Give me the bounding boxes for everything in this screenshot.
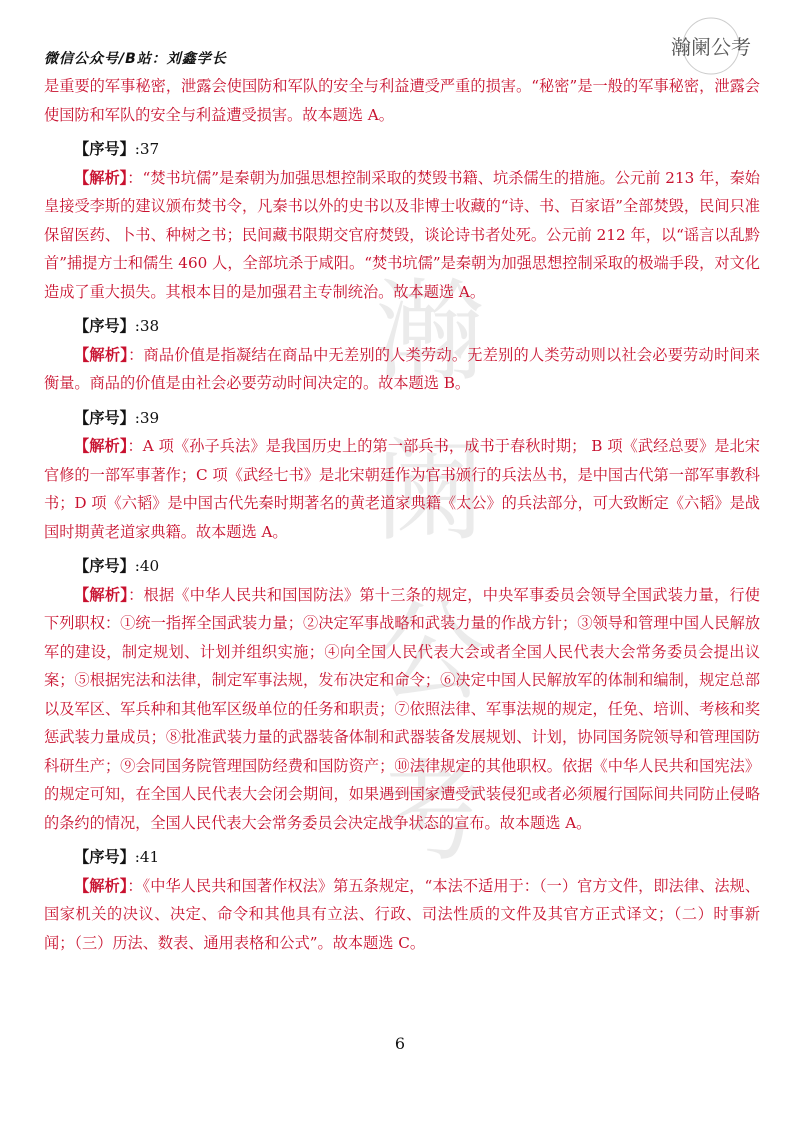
- analysis-paragraph: [44, 164, 760, 307]
- sequence-line: [74, 312, 760, 341]
- analysis-label: 【解析】: [74, 876, 128, 895]
- answer-item-38: [44, 312, 760, 398]
- sequence-value: :41: [134, 848, 160, 866]
- analysis-text: ：《中华人民共和国著作权法》第五条规定，“本法不适用于：（一）官方文件，即法律、法规、国家机关的决议、决定、命令和其他具有立法、行政、司法性质的文件及其官方正式译文；（二）时事新闻；（三）历法、数表、通用表格和公式”。故本题选 C。: [44, 876, 760, 952]
- sequence-value: :38: [134, 317, 160, 335]
- sequence-label: 【序号】: [74, 557, 135, 575]
- analysis-label: 【解析】: [74, 437, 128, 455]
- analysis-label: 【解析】: [74, 585, 129, 604]
- sequence-line: [74, 404, 760, 433]
- analysis-paragraph: [44, 341, 760, 398]
- analysis-text: ：A 项《孙子兵法》是我国历史上的第一部兵书，成书于春秋时期； B 项《武经总要》是北宋官修的一部军事著作；C 项《武经七书》是北宋朝廷作为官书颁行的兵法丛书，是中国古代第一部军事教科书；D 项《六韬》是中国古代先秦时期著名的黄老道家典籍《太公》的兵法部分，可大致断定《六韬》是战国时期黄老道家典籍。故本题选 A。: [44, 437, 760, 541]
- intro-paragraph: 是重要的军事秘密，泄露会使国防和军队的安全与利益遭受严重的损害。“秘密”是一般的军事秘密，泄露会使国防和军队的安全与利益遭受损害。故本题选 A。: [44, 77, 760, 124]
- sequence-value: :40: [134, 557, 160, 575]
- sequence-label: 【序号】: [74, 848, 135, 866]
- sequence-label: 【序号】: [74, 140, 135, 158]
- page-number: 6: [394, 1034, 406, 1053]
- sequence-value: :39: [134, 408, 160, 427]
- sequence-value: :37: [134, 140, 160, 158]
- svg-text:公: 公: [375, 588, 485, 716]
- analysis-label: 【解析】: [74, 168, 128, 187]
- sequence-label: 【序号】: [74, 408, 135, 427]
- answer-item-40: [44, 552, 760, 837]
- sequence-line: [74, 135, 760, 164]
- analysis-text: ：“焚书坑儒”是秦朝为加强思想控制采取的焚毁书籍、坑杀儒生的措施。公元前 213 年，秦始皇接受李斯的建议颁布焚书令，凡秦书以外的史书以及非博士收藏的“诗、书、百家语”全部焚毁，民间只准保留医药、卜书、种树之书；民间藏书限期交官府焚毁，谈论诗书者处死。公元前 212 年，以“谣言以乱黔首”捕提方士和儒生 460 人，全部坑杀于咸阳。“焚书坑儒”是秦朝为加强思想控制采取的极端手段，对文化造成了重大损失。其根本目的是加强君主专制统治。故本题选 A。: [44, 168, 760, 301]
- svg-text:阑: 阑: [375, 428, 485, 556]
- analysis-label: 【解析】: [74, 345, 129, 364]
- analysis-paragraph: [44, 872, 760, 958]
- header-text: 微信公众号/B站：刘鑫学长: [44, 51, 227, 67]
- svg-text:瀚: 瀚: [375, 268, 485, 396]
- sequence-line: [74, 843, 760, 872]
- answer-item-41: [44, 843, 760, 957]
- sequence-label: 【序号】: [74, 317, 135, 335]
- document-content: [44, 72, 760, 957]
- sequence-line: [74, 552, 760, 581]
- answer-item-39: [44, 404, 760, 547]
- analysis-text: ：根据《中华人民共和国国防法》第十三条的规定，中央军事委员会领导全国武装力量，行使下列职权：①统一指挥全国武装力量；②决定军事战略和武装力量的作战方针；③领导和管理中国人民解放军的建设，制定规划、计划并组织实施；④向全国人民代表大会或者全国人民代表大会常务委员会提出议案；⑤根据宪法和法律，制定军事法规，发布决定和命令；⑥决定中国人民解放军的体制和编制，规定总部以及军区、军兵种和其他军区级单位的任务和职责；⑦依照法律、军事法规的规定，任免、培训、考核和奖惩武装力量成员；⑧批准武装力量的武器装备体制和武器装备发展规划、计划，协同国务院领导和管理国防科研生产；⑨会同国务院管理国防经费和国防资产；⑩法律规定的其他职权。依据《中华人民共和国宪法》的规定可知，在全国人民代表大会闭会期间，如果遇到国家遭受武装侵犯或者必须履行国际间共同防止侵略的条约的情况，全国人民代表大会常务委员会决定战争状态的宣布。故本题选 A。: [44, 585, 760, 832]
- analysis-text: ：商品价值是指凝结在商品中无差别的人类劳动。无差别的人类劳动则以社会必要劳动时间来衡量。商品的价值是由社会必要劳动时间决定的。故本题选 B。: [44, 345, 760, 392]
- analysis-paragraph: [44, 432, 760, 546]
- svg-text:考: 考: [375, 748, 485, 876]
- logo-text: 瀚阑公考: [671, 35, 751, 59]
- analysis-paragraph: [44, 581, 760, 838]
- logo-icon: [671, 14, 751, 78]
- answer-item-37: [44, 135, 760, 306]
